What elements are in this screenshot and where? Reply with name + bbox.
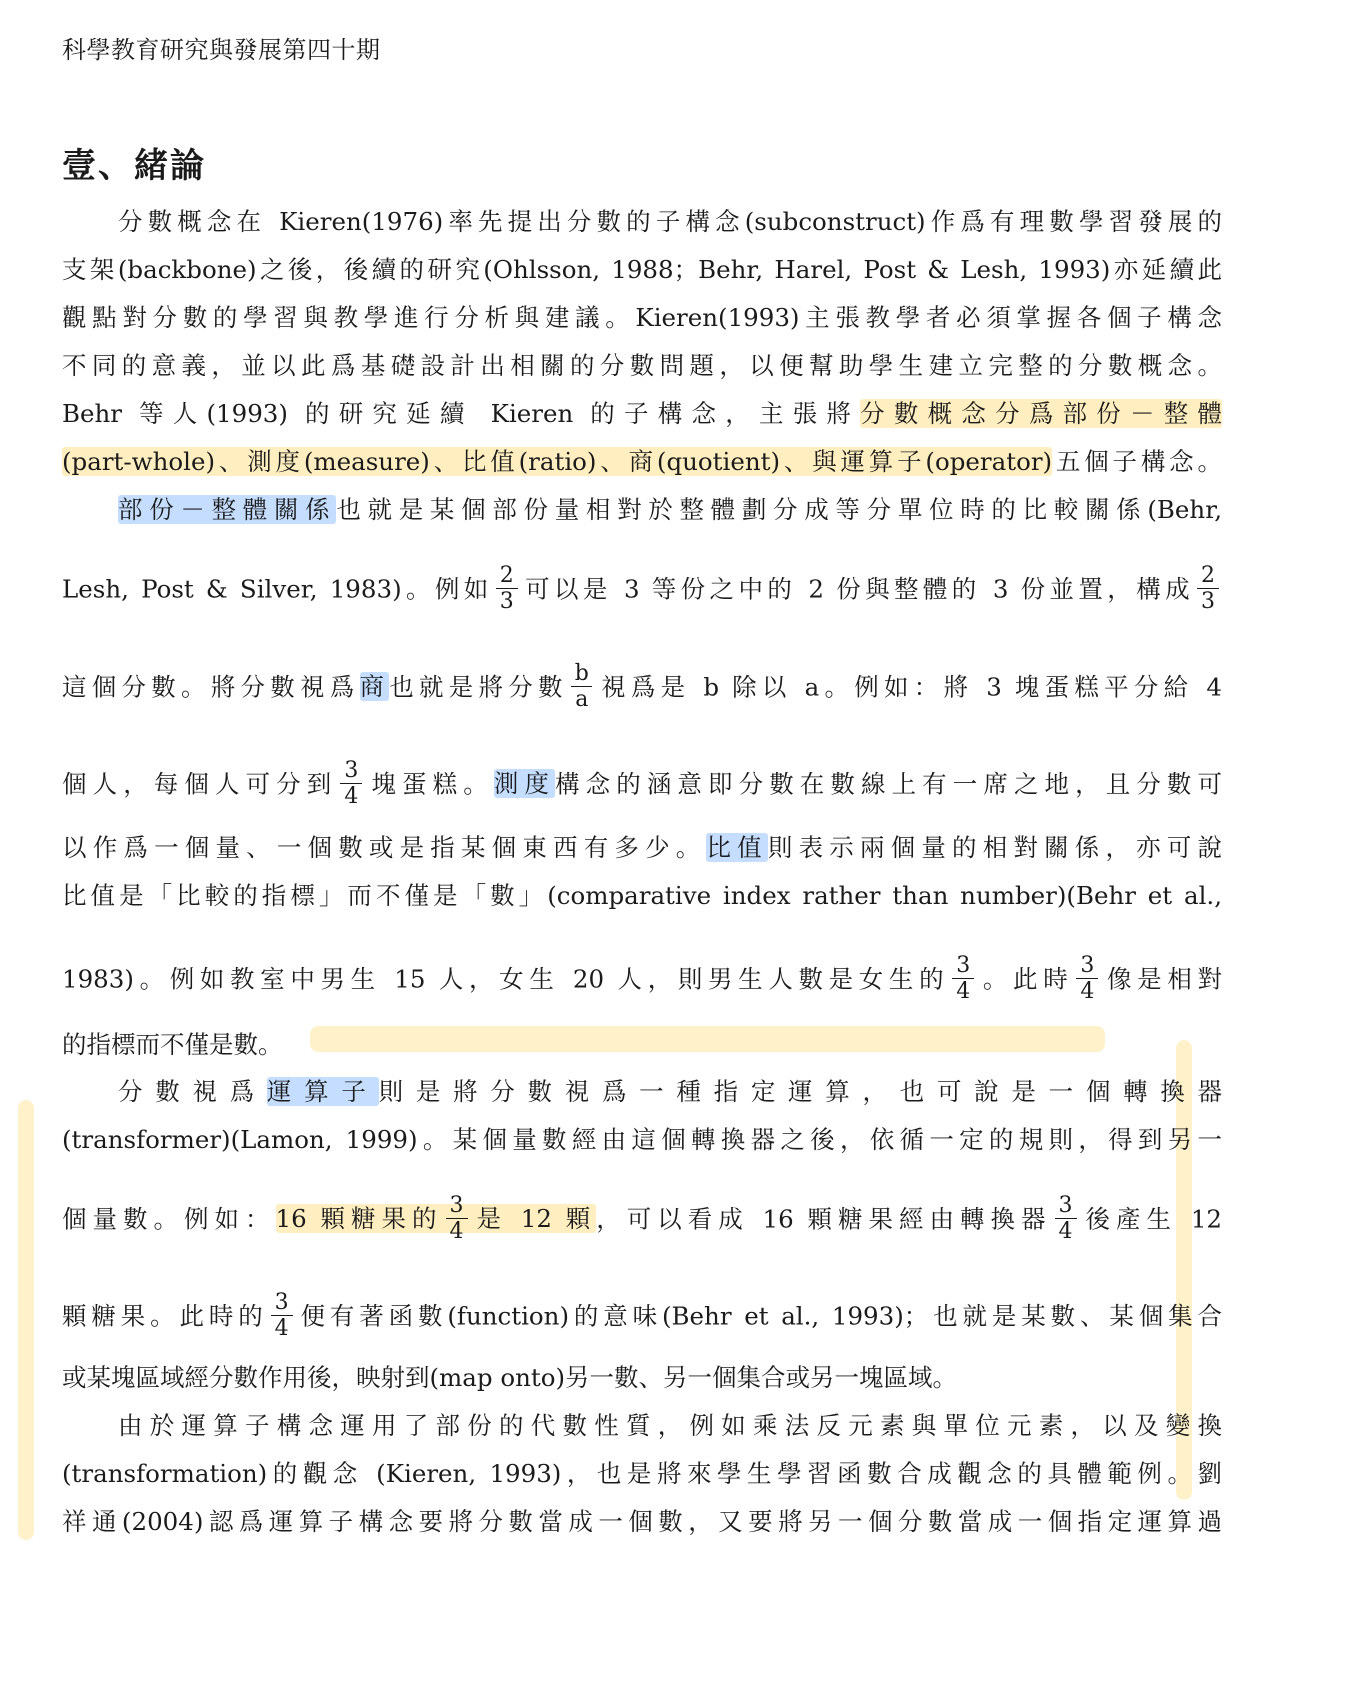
fraction-numerator: 2 [1201, 563, 1215, 588]
highlighted-text: 分數概念分爲部份－整體 [860, 399, 1222, 428]
text-span: 16 顆糖果的 [275, 1204, 443, 1234]
paragraph-line: 分數概念在 Kieren(1976)率先提出分數的子構念(subconstruct)作爲有理數學習發展的 [118, 207, 1222, 236]
paragraph-line: (transformer)(Lamon, 1999)。某個量數經由這個轉換器之後，依循一定的規則，得到另一 [62, 1125, 1222, 1154]
fraction [1055, 1193, 1077, 1245]
paragraph-line: 由於運算子構念運用了部份的代數性質，例如乘法反元素與單位元素，以及變換 [118, 1411, 1222, 1440]
highlighted-text: (part-whole)、測度(measure)、比值(ratio)、商(quotient)、與運算子(operator) [62, 447, 1053, 476]
paragraph-line [118, 495, 1223, 524]
fraction-denominator: a [571, 686, 592, 712]
paragraph-line [62, 447, 1222, 476]
text-span: 是 12 顆 [470, 1204, 597, 1234]
text-span: 以作爲一個量、一個數或是指某個東西有多少。 [62, 833, 707, 862]
text-span: 塊蛋糕。 [365, 769, 494, 799]
text-span: Behr 等人(1993) 的研究延續 Kieren 的子構念，主張將 [62, 399, 861, 428]
paragraph-line [62, 833, 1223, 862]
text-span: 像是相對 [1101, 964, 1222, 994]
text-span: 也就是某個部份量相對於整體劃分成等分單位時的比較關係(Behr, [336, 495, 1223, 524]
fraction [571, 661, 593, 713]
paragraph-line: 的指標而不僅是數。 [62, 1030, 283, 1059]
text-span: 個量數。例如： [62, 1204, 276, 1234]
fraction [1197, 563, 1219, 615]
highlighted-text: 運算子 [266, 1077, 379, 1106]
section-title: 壹、緒論 [62, 146, 206, 186]
fraction-numerator: 3 [344, 758, 359, 783]
text-span: 後產生 12 [1079, 1204, 1223, 1234]
fraction-numerator: 3 [956, 953, 971, 978]
text-span: 則表示兩個量的相對關係，亦可說 [767, 833, 1223, 862]
paragraph-line [62, 955, 1222, 1007]
highlighted-text: 比值 [706, 833, 768, 862]
text-span: 顆糖果。此時的 [62, 1301, 268, 1331]
paragraph-line [62, 760, 1222, 812]
text-span: 構念的涵意即分數在數線上有一席之地，且分數可 [555, 769, 1223, 799]
paragraph-line [62, 565, 1222, 617]
fraction [952, 953, 974, 1005]
fraction-numerator: 3 [1058, 1193, 1073, 1218]
fraction-denominator: 4 [271, 1315, 293, 1341]
paragraph-line: 祥通(2004)認爲運算子構念要將分數當成一個數，又要將另一個分數當成一個指定運算過 [62, 1507, 1222, 1536]
text-span: 也就是將分數 [389, 672, 568, 702]
yellow-marker-stroke-left [18, 1100, 34, 1540]
highlighted-text: 測度 [493, 769, 556, 799]
fraction-denominator: 4 [340, 783, 362, 809]
text-span: 五個子構念。 [1052, 447, 1222, 476]
text-span: 個人，每個人可分到 [62, 769, 338, 799]
highlighted-text [275, 1193, 597, 1245]
paragraph-line: (transformation)的觀念 (Kieren, 1993)，也是將來學生學習函數合成觀念的具體範例。劉 [62, 1459, 1222, 1488]
fraction-denominator: 4 [1055, 1218, 1077, 1244]
highlighted-text: 商 [359, 672, 390, 702]
text-span: ，可以看成 16 顆糖果經由轉換器 [596, 1204, 1052, 1234]
text-span: Lesh, Post & Silver, 1983)。例如 [62, 574, 493, 604]
text-span: 。此時 [977, 964, 1074, 994]
paragraph-line [62, 663, 1222, 715]
fraction [1076, 953, 1098, 1005]
fraction-denominator: 3 [1197, 588, 1219, 614]
paragraph-line: 比值是「比較的指標」而不僅是「數」(comparative index rather than number)(Behr et al., [62, 881, 1222, 910]
fraction-denominator: 4 [1076, 978, 1098, 1004]
fraction-denominator: 4 [446, 1218, 468, 1244]
text-span: 這個分數。將分數視爲 [62, 672, 360, 702]
text-span: 1983)。例如教室中男生 15 人，女生 20 人，則男生人數是女生的 [62, 964, 950, 994]
fraction-numerator: 3 [1080, 953, 1095, 978]
paragraph-line [62, 1195, 1222, 1247]
paragraph-line [62, 399, 1222, 428]
paragraph-line [118, 1077, 1223, 1106]
text-span: 可以是 3 等份之中的 2 份與整體的 3 份並置，構成 [520, 574, 1194, 604]
fraction-denominator: 3 [496, 588, 518, 614]
text-span: 視爲是 b 除以 a。例如：將 3 塊蛋糕平分給 4 [595, 672, 1223, 702]
text-span: 分數視爲 [118, 1077, 267, 1106]
paragraph-line [62, 1292, 1222, 1344]
paragraph-line: 不同的意義，並以此爲基礎設計出相關的分數問題，以便幫助學生建立完整的分數概念。 [62, 351, 1222, 380]
paragraph-line: 支架(backbone)之後，後續的研究(Ohlsson, 1988；Behr, Harel, Post & Lesh, 1993)亦延續此 [62, 255, 1222, 284]
fraction-numerator: 3 [449, 1193, 464, 1218]
paragraph-line: 觀點對分數的學習與教學進行分析與建議。Kieren(1993)主張教學者必須掌握各個子構念 [62, 303, 1222, 332]
running-head: 科學教育研究與發展第四十期 [62, 36, 381, 64]
text-span: 則是將分數視爲一種指定運算，也可說是一個轉換器 [378, 1077, 1223, 1106]
fraction-denominator: 4 [952, 978, 974, 1004]
paragraph-line: 或某塊區域經分數作用後，映射到(map onto)另一數、另一個集合或另一塊區域。 [62, 1363, 958, 1392]
text-span: 便有著函數(function)的意味(Behr et al., 1993)；也就是某數、某個集合 [295, 1301, 1222, 1331]
fraction [446, 1193, 468, 1245]
fraction [496, 563, 518, 615]
highlighted-text: 部份－整體關係 [118, 495, 337, 524]
fraction [340, 758, 362, 810]
fraction-numerator: 2 [499, 563, 514, 588]
fraction-numerator: b [574, 661, 589, 686]
fraction [271, 1290, 293, 1342]
fraction-numerator: 3 [274, 1290, 289, 1315]
